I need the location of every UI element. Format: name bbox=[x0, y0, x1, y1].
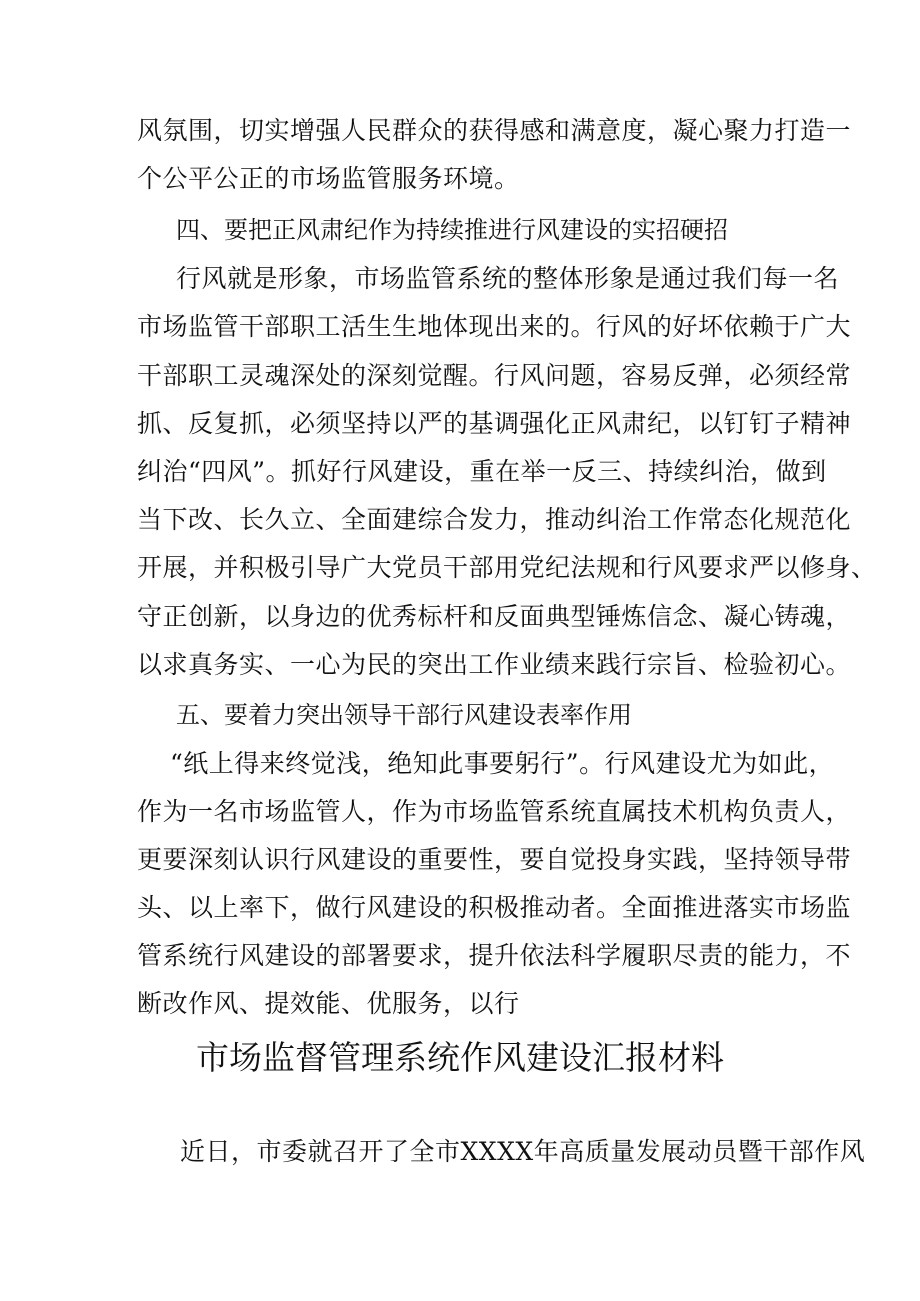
body-line: 开展，并积极引导广大党员干部用党纪法规和行风要求严以修身、 bbox=[137, 553, 877, 582]
body-line: 干部职工灵魂深处的深刻觉醒。行风问题，容易反弹，必须经常 bbox=[137, 361, 852, 390]
body-line: 以求真务实、一心为民的突出工作业绩来践行宗旨、检验初心。 bbox=[137, 650, 852, 679]
body-line: “纸上得来终觉浅，绝知此事要躬行”。行风建设尤为如此， bbox=[170, 749, 835, 778]
body-line: 纠治“四风”。抓好行风建设，重在举一反三、持续纠治，做到 bbox=[137, 457, 827, 486]
body-line: 近日，市委就召开了全市XXXX年高质量发展动员暨干部作风 bbox=[180, 1137, 866, 1166]
body-line: 头、以上率下，做行风建设的积极推动者。全面推进落实市场监 bbox=[137, 893, 852, 922]
body-line: 作为一名市场监管人，作为市场监管系统直属技术机构负责人， bbox=[137, 797, 852, 826]
body-line: 断改作风、提效能、优服务，以行 bbox=[137, 989, 520, 1018]
body-line: 管系统行风建设的部署要求，提升依法科学履职尽责的能力，不 bbox=[137, 941, 852, 970]
document-title: 市场监督管理系统作风建设汇报材料 bbox=[196, 1038, 724, 1077]
body-line: 市场监管干部职工活生生地体现出来的。行风的好坏依赖于广大 bbox=[137, 312, 852, 341]
body-line: 守正创新，以身边的优秀标杆和反面典型锤炼信念、凝心铸魂， bbox=[137, 602, 852, 631]
body-line: 风氛围，切实增强人民群众的获得感和满意度，凝心聚力打造一 bbox=[137, 116, 852, 145]
section-heading-5: 五、要着力突出领导干部行风建设表率作用 bbox=[176, 701, 632, 729]
body-line: 当下改、长久立、全面建综合发力，推动纠治工作常态化规范化 bbox=[137, 505, 852, 534]
body-line: 个公平公正的市场监管服务环境。 bbox=[137, 164, 520, 193]
body-line: 更要深刻认识行风建设的重要性，要自觉投身实践，坚持领导带 bbox=[137, 845, 852, 874]
section-heading-4: 四、要把正风肃纪作为持续推进行风建设的实招硬招 bbox=[176, 216, 728, 244]
body-line: 行风就是形象，市场监管系统的整体形象是通过我们每一名 bbox=[176, 264, 840, 293]
body-line: 抓、反复抓，必须坚持以严的基调强化正风肃纪，以钉钉子精神 bbox=[137, 409, 852, 438]
